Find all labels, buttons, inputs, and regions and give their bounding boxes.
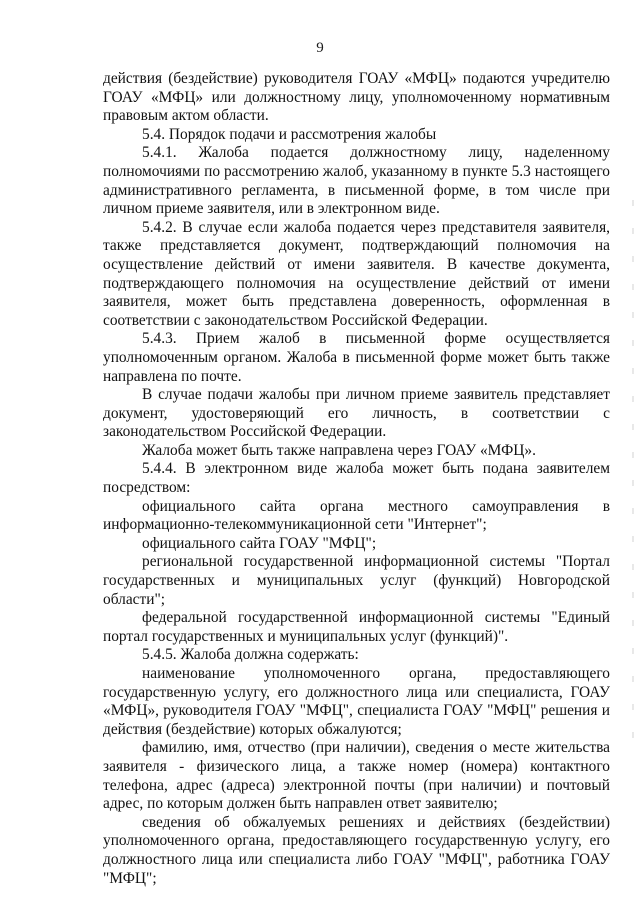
paragraph: 5.4.4. В электронном виде жалоба может быть подана заявителем посредством:: [103, 460, 610, 497]
list-item: региональной государственной информационной системы "Портал государственных и муниципальных услуг (функций) Новгородской области";: [103, 553, 610, 608]
list-item: наименование уполномоченного органа, предоставляющего государственную услугу, его должностного лица или специалиста, ГОАУ «МФЦ», руководителя ГОАУ "МФЦ", специалиста ГОАУ "МФЦ" решения и действия (бездействие) которых обжалуются;: [103, 665, 610, 738]
list-item: официального сайта органа местного самоуправления в информационно-телекоммуникационной сети "Интернет";: [103, 497, 610, 534]
list-item: официального сайта ГОАУ "МФЦ";: [142, 534, 377, 552]
list-item: сведения об обжалуемых решениях и действиях (бездействии) уполномоченного органа, предоставляющего государственную услугу, его должностного лица или специалиста либо ГОАУ "МФЦ", работника ГОАУ "МФЦ";: [103, 813, 610, 887]
paragraph: 5.4.5. Жалоба должна содержать:: [142, 646, 359, 664]
scan-edge-marks: [632, 200, 634, 760]
list-item: федеральной государственной информационной системы "Единый портал государственных и муниципальных услуг (функций)".: [103, 609, 610, 645]
page-number: 9: [316, 40, 324, 56]
paragraph: Жалоба может быть также направлена через ГОАУ «МФЦ».: [142, 441, 536, 459]
document-body: [103, 70, 610, 888]
list-item: фамилию, имя, отчество (при наличии), сведения о месте жительства заявителя - физического лица, а также номер (номера) контактного телефона, адрес (адреса) электронной почты (при наличии) и почтовый адрес, по которым должен быть направлен ответ заявителю;: [103, 739, 610, 813]
paragraph: 5.4.1. Жалоба подается должностному лицу, наделенному полномочиями по рассмотрению жалоб, указанному в пункте 5.3 настоящего административного регламента, в письменной форме, в том числе при личном приеме заявителя, или в электронном виде.: [103, 144, 610, 218]
paragraph: 5.4.3. Прием жалоб в письменной форме осуществляется уполномоченным органом. Жалоба в письменной форме может быть также направлена по почте.: [103, 330, 610, 385]
paragraph: действия (бездействие) руководителя ГОАУ «МФЦ» подаются учредителю ГОАУ «МФЦ» или должностному лицу, уполномоченному нормативным правовым актом области.: [103, 70, 610, 125]
paragraph: В случае подачи жалобы при личном приеме заявитель представляет документ, удостоверяющий его личность, в соответствии с законодательством Российской Федерации.: [103, 386, 610, 441]
paragraph: 5.4.2. В случае если жалоба подается через представителя заявителя, также представляется документ, подтверждающий полномочия на осуществление действий от имени заявителя. В качестве документа, подтверждающего полномочия на осуществление действий от имени заявителя, может быть представлена доверенность, оформленная в соответствии с законодательством Российской Федерации.: [103, 218, 610, 329]
section-heading: 5.4. Порядок подачи и рассмотрения жалобы: [142, 125, 437, 143]
